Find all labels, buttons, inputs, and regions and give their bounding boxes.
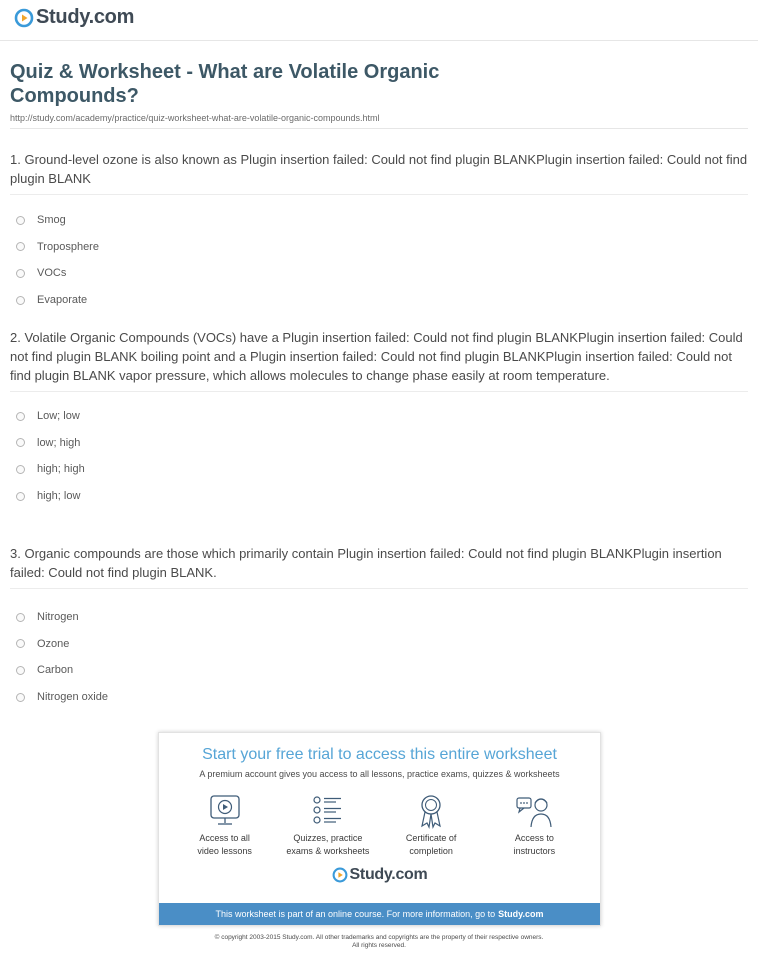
option-label: Ozone (37, 637, 70, 650)
answer-option[interactable] (10, 234, 748, 261)
promo-features (159, 793, 600, 858)
promo-banner (159, 903, 600, 925)
feature-video-lessons (175, 793, 275, 858)
page-url[interactable]: http://study.com/academy/practice/quiz-worksheet-what-are-volatile-organic-compounds.html (10, 113, 380, 123)
radio-button[interactable] (16, 639, 25, 648)
radio-button[interactable] (16, 438, 25, 447)
radio-button[interactable] (16, 693, 25, 702)
site-logo[interactable] (14, 6, 134, 29)
option-label: high; low (37, 490, 81, 503)
answer-option[interactable] (10, 403, 748, 430)
copyright-footer (150, 934, 608, 950)
option-label: Carbon (37, 664, 74, 677)
option-label: Nitrogen (37, 611, 79, 624)
answer-option[interactable] (10, 483, 748, 510)
question-1 (10, 150, 748, 313)
promo-title[interactable]: Start your free trial to access this entire worksheet (202, 746, 557, 763)
answer-option[interactable] (10, 684, 748, 711)
question-text: 3. Organic compounds are those which primarily contain Plugin insertion failed: Could not find plugin BLANKPlugin insertion failed: Could not find plugin BLANK. (10, 544, 748, 589)
feature-label-line: Quizzes, practice (293, 833, 363, 843)
logo-text: Study.com (36, 6, 135, 28)
copyright-line: © copyright 2003-2015 Study.com. All other trademarks and copyrights are the property of their respective owners. (214, 934, 544, 941)
banner-text: This worksheet is part of an online course. For more information, go to (215, 909, 496, 919)
feature-label-line: Access to (514, 833, 554, 843)
radio-button[interactable] (16, 269, 25, 278)
feature-label (175, 832, 275, 858)
answer-option[interactable] (10, 207, 748, 234)
free-trial-promo (158, 732, 601, 926)
radio-button[interactable] (16, 465, 25, 474)
feature-label-line: Access to all (199, 833, 250, 843)
instructor-icon (514, 793, 554, 829)
question-text: 2. Volatile Organic Compounds (VOCs) have a Plugin insertion failed: Could not find plugin BLANKPlugin insertion failed: Could not find plugin BLANK boiling point and a Plugin insertion failed: Could not find plugin BLANKPlugin insertion failed: Could not find plugin BLANK vapor pressure, which allows molecules to change phase easily at room temperature. (10, 328, 748, 392)
feature-label-line: Certificate of (405, 833, 457, 843)
radio-button[interactable] (16, 613, 25, 622)
answer-option[interactable] (10, 604, 748, 631)
option-label: VOCs (37, 267, 67, 280)
feature-label-line: video lessons (197, 846, 252, 856)
site-header (0, 0, 758, 41)
feature-instructors (484, 793, 584, 858)
feature-label (381, 832, 481, 858)
option-label: Smog (37, 214, 66, 227)
answer-option[interactable] (10, 657, 748, 684)
answer-options (10, 403, 748, 509)
radio-button[interactable] (16, 296, 25, 305)
answer-option[interactable] (10, 430, 748, 457)
feature-quizzes (278, 793, 378, 858)
video-lesson-icon (205, 793, 245, 829)
radio-button[interactable] (16, 242, 25, 251)
answer-option[interactable] (10, 456, 748, 483)
logo-text: Study.com (349, 866, 428, 883)
answer-options (10, 604, 748, 710)
feature-label (484, 832, 584, 858)
divider (10, 128, 748, 129)
promo-logo[interactable] (159, 866, 600, 884)
page-title: Quiz & Worksheet - What are Volatile Organic Compounds? (10, 61, 440, 107)
play-logo-icon (332, 867, 348, 883)
radio-button[interactable] (16, 216, 25, 225)
feature-label-line: completion (409, 846, 453, 856)
play-logo-icon (14, 8, 34, 28)
radio-button[interactable] (16, 412, 25, 421)
question-2 (10, 328, 748, 509)
answer-option[interactable] (10, 260, 748, 287)
question-3 (10, 544, 748, 710)
quiz-list-icon (308, 793, 348, 829)
certificate-icon (411, 793, 451, 829)
radio-button[interactable] (16, 666, 25, 675)
feature-certificate (381, 793, 481, 858)
option-label: Nitrogen oxide (37, 691, 108, 704)
question-text: 1. Ground-level ozone is also known as Plugin insertion failed: Could not find plugin BLANKPlugin insertion failed: Could not find plugin BLANK (10, 150, 748, 195)
option-label: Troposphere (37, 240, 99, 253)
answer-options (10, 207, 748, 313)
radio-button[interactable] (16, 492, 25, 501)
feature-label-line: exams & worksheets (286, 846, 370, 856)
rights-line: All rights reserved. (352, 942, 406, 949)
option-label: low; high (37, 436, 81, 449)
answer-option[interactable] (10, 631, 748, 658)
feature-label-line: instructors (513, 846, 556, 856)
option-label: high; high (37, 463, 85, 476)
answer-option[interactable] (10, 287, 748, 314)
option-label: Evaporate (37, 294, 88, 307)
promo-subtitle: A premium account gives you access to all lessons, practice exams, quizzes & worksheets (199, 769, 560, 779)
feature-label (278, 832, 378, 858)
option-label: Low; low (37, 410, 80, 423)
banner-link[interactable]: Study.com (498, 909, 544, 919)
